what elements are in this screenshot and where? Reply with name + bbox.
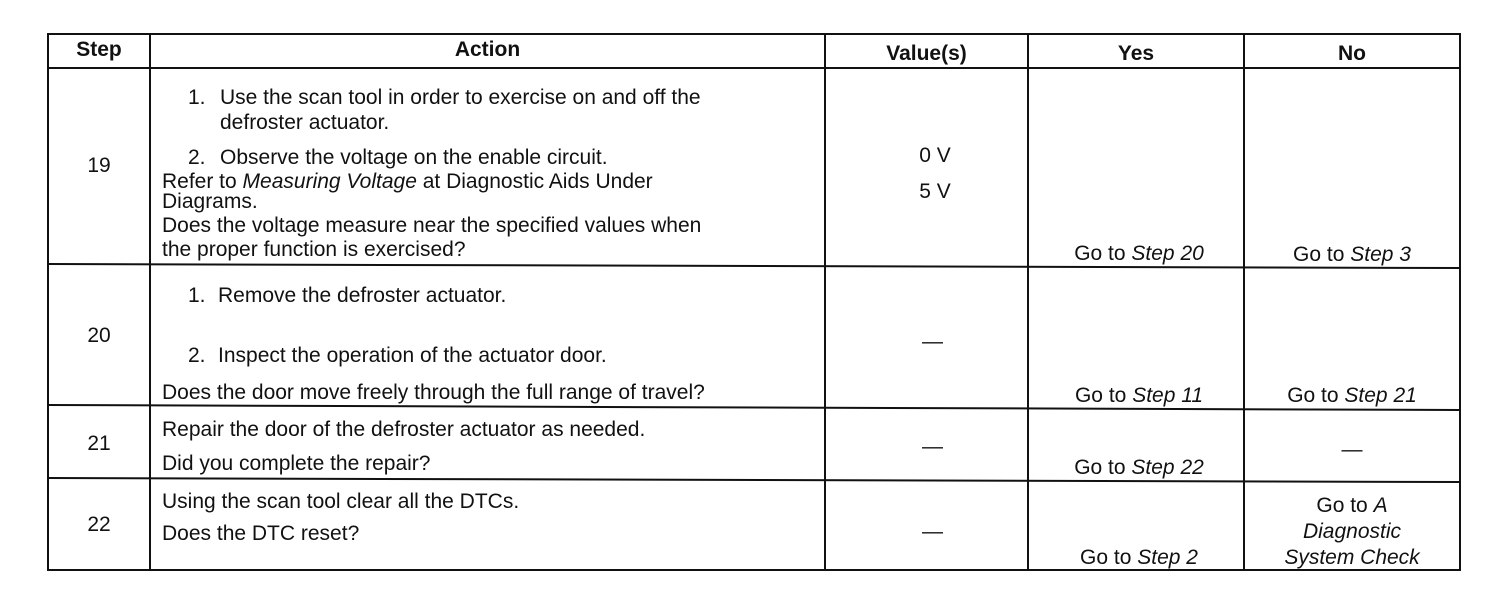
value-dash: — (922, 520, 943, 543)
yes-goto (1028, 384, 1250, 408)
step-link: Step 21 (1344, 384, 1417, 407)
goto-prefix: Go to (1074, 242, 1126, 265)
list-item-number: 2. (188, 344, 206, 367)
action-text: defroster actuator. (220, 111, 390, 134)
yes-goto (1028, 546, 1250, 570)
yes-goto (1028, 242, 1250, 266)
value-text: 5 V (919, 180, 951, 203)
header-step: Step (76, 38, 122, 61)
step-link: Diagnostic (1302, 520, 1402, 543)
list-item-number: 1. (188, 86, 206, 109)
no-goto-line2 (1244, 520, 1460, 544)
question-text: the proper function is exercised? (162, 238, 466, 261)
step-link: Step 11 (1132, 384, 1204, 407)
value-dash: — (922, 330, 943, 353)
value-dash: — (922, 435, 943, 458)
action-text: Inspect the operation of the actuator door. (218, 344, 607, 367)
step-number: 20 (87, 324, 111, 347)
step-link: A (1373, 494, 1388, 517)
step-link: Step 20 (1131, 242, 1204, 265)
no-goto (1244, 243, 1460, 267)
header-values: Value(s) (886, 42, 967, 65)
yes-goto (1028, 456, 1250, 480)
action-text: Observe the voltage on the enable circuit. (220, 146, 608, 169)
no-dash: — (1341, 438, 1363, 461)
step-number: 19 (87, 154, 111, 177)
goto-prefix: Go to (1074, 456, 1126, 479)
action-text: Repair the door of the defroster actuator as needed. (162, 418, 646, 441)
step-link: Step 2 (1137, 546, 1198, 569)
goto-prefix: Go to (1287, 384, 1339, 407)
reference-prefix: Refer to (162, 170, 237, 193)
goto-prefix: Go to (1293, 243, 1345, 266)
step-link: Step 3 (1350, 243, 1411, 266)
goto-prefix: Go to (1316, 494, 1368, 517)
step-link: System Check (1284, 546, 1420, 569)
reference-suffix: at Diagnostic Aids Under (422, 170, 653, 193)
reference-link: Measuring Voltage (242, 170, 417, 193)
list-item-number: 2. (188, 146, 206, 169)
action-text: Remove the defroster actuator. (218, 284, 507, 307)
step-number: 22 (87, 513, 111, 536)
action-text: Diagrams. (162, 190, 258, 213)
step-number: 21 (87, 432, 111, 455)
no-goto-line1 (1244, 494, 1460, 518)
step-link: Step 22 (1131, 456, 1204, 479)
header-no: No (1338, 42, 1366, 65)
question-text: Did you complete the repair? (162, 452, 431, 475)
header-yes: Yes (1117, 42, 1155, 65)
goto-prefix: Go to (1074, 384, 1127, 407)
goto-prefix: Go to (1080, 546, 1132, 569)
no-goto (1244, 384, 1460, 408)
no-goto-line3 (1244, 546, 1460, 570)
question-text: Does the voltage measure near the specified values when (162, 214, 702, 237)
header-action: Action (454, 38, 521, 61)
value-text: 0 V (919, 144, 951, 167)
list-item-number: 1. (188, 284, 206, 307)
action-text: Use the scan tool in order to exercise on and off the (220, 86, 701, 109)
action-text: Using the scan tool clear all the DTCs. (162, 490, 520, 513)
question-text: Does the door move freely through the full range of travel? (162, 381, 705, 404)
question-text: Does the DTC reset? (162, 522, 360, 545)
